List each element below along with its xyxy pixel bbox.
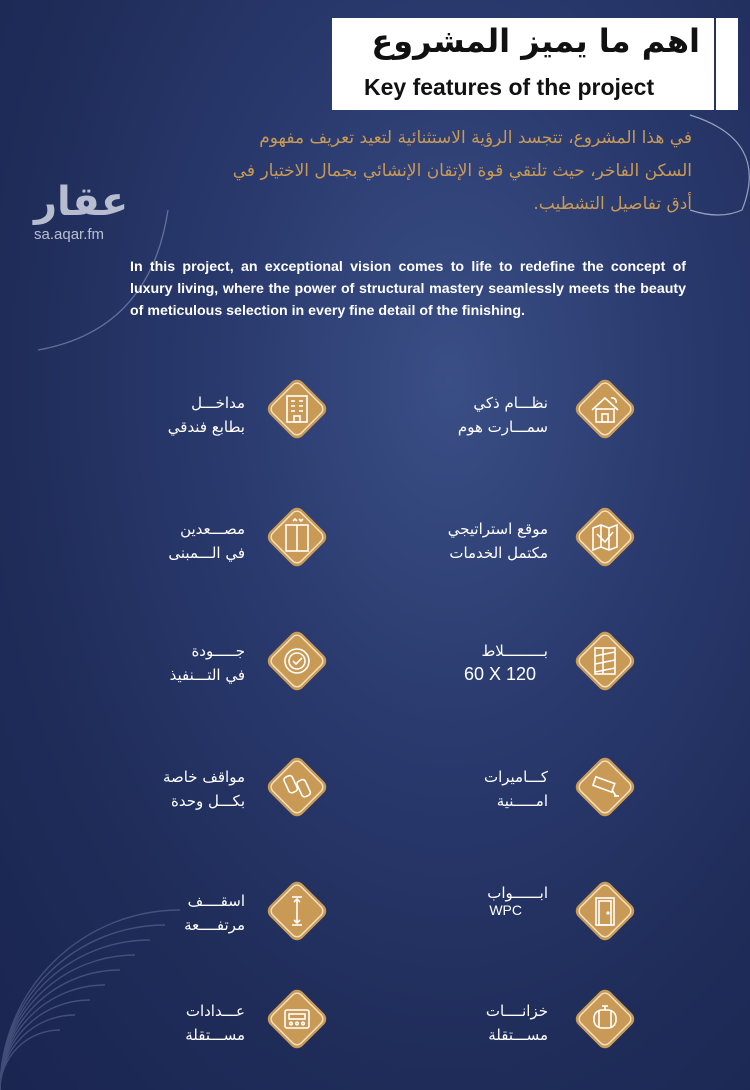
feature-item <box>400 750 650 830</box>
quality-badge-icon <box>262 626 332 696</box>
map-icon <box>570 502 640 572</box>
feature-label-line1: موقع استراتيجي <box>447 520 548 538</box>
feature-item <box>400 624 650 704</box>
feature-label-line1: كـــاميرات <box>483 768 548 786</box>
intro-english: In this project, an exceptional vision comes to life to redefine the concept of luxury living, where the power of structural mastery seamlessly meets the beauty of meticulous selection in every fine detail of the finishing. <box>130 259 686 319</box>
feature-item <box>130 500 375 580</box>
feature-label-line1: عـــدادات <box>185 1002 245 1020</box>
meter-icon <box>262 984 332 1054</box>
feature-label-line2: مســـتقلة <box>488 1026 548 1044</box>
ceiling-height-icon <box>262 876 332 946</box>
feature-item <box>130 874 375 954</box>
feature-label-line1: اسقــــف <box>187 892 245 910</box>
feature-label-line2: WPC <box>489 902 522 918</box>
feature-label-line2: مســـتقلة <box>185 1026 245 1044</box>
feature-label-line1: خزانــــات <box>485 1002 548 1020</box>
feature-item <box>130 750 375 830</box>
intro-arabic-line: في هذا المشروع، تتجسد الرؤية الاستثنائية لتعيد تعريف مفهوم <box>259 128 692 148</box>
page-title-arabic: اهم ما يميز المشروع <box>371 22 700 60</box>
feature-label-line1: مواقف خاصة <box>162 768 245 786</box>
watermark-logo-text: عقار <box>34 179 129 225</box>
feature-label-line1: بـــــــــلاط <box>481 642 548 660</box>
title-side-bar <box>716 18 738 110</box>
feature-label-line2: في الـــمبنى <box>168 544 245 562</box>
feature-label-line2: سمـــارت هوم <box>457 418 548 436</box>
feature-label-line1: نظـــام ذكي <box>473 394 548 412</box>
feature-label-line1: مصـــعدين <box>180 520 245 538</box>
intro-arabic <box>92 122 692 221</box>
feature-label-line1: ابــــــواب <box>487 884 548 902</box>
intro-arabic-line: السكن الفاخر، حيث تلتقي قوة الإتقان الإنشائي بجمال الاختيار في <box>232 161 692 181</box>
intro-arabic-line: أدق تفاصيل التشطيب. <box>533 194 692 214</box>
parking-icon <box>262 752 332 822</box>
feature-label-line2: بطابع فندقي <box>167 418 245 436</box>
feature-item <box>130 624 375 704</box>
feature-item <box>130 372 375 452</box>
smart-home-icon <box>570 374 640 444</box>
feature-item <box>130 996 375 1076</box>
feature-label-line2: في التـــنفيذ <box>169 666 245 684</box>
feature-label-line2: امـــــنية <box>496 792 548 810</box>
camera-icon <box>570 752 640 822</box>
feature-label-line2: 60 X 120 <box>463 664 536 684</box>
tiles-icon <box>570 626 640 696</box>
feature-label-line2: مرتفــــعة <box>184 916 245 934</box>
door-icon <box>570 876 640 946</box>
feature-item <box>400 372 650 452</box>
feature-item <box>400 874 650 954</box>
building-icon <box>262 374 332 444</box>
feature-item <box>400 996 650 1076</box>
feature-item <box>400 500 650 580</box>
feature-label-line1: مداخـــل <box>191 394 245 412</box>
elevator-icon <box>262 502 332 572</box>
watermark-url: sa.aqar.fm <box>34 226 105 243</box>
feature-label-line2: بكـــل وحدة <box>170 792 245 810</box>
feature-label-line2: مكتمل الخدمات <box>449 544 548 562</box>
watermark <box>34 180 128 243</box>
page-title-english: Key features of the project <box>364 74 655 100</box>
water-tank-icon <box>570 984 640 1054</box>
feature-label-line1: جـــــودة <box>191 642 245 660</box>
